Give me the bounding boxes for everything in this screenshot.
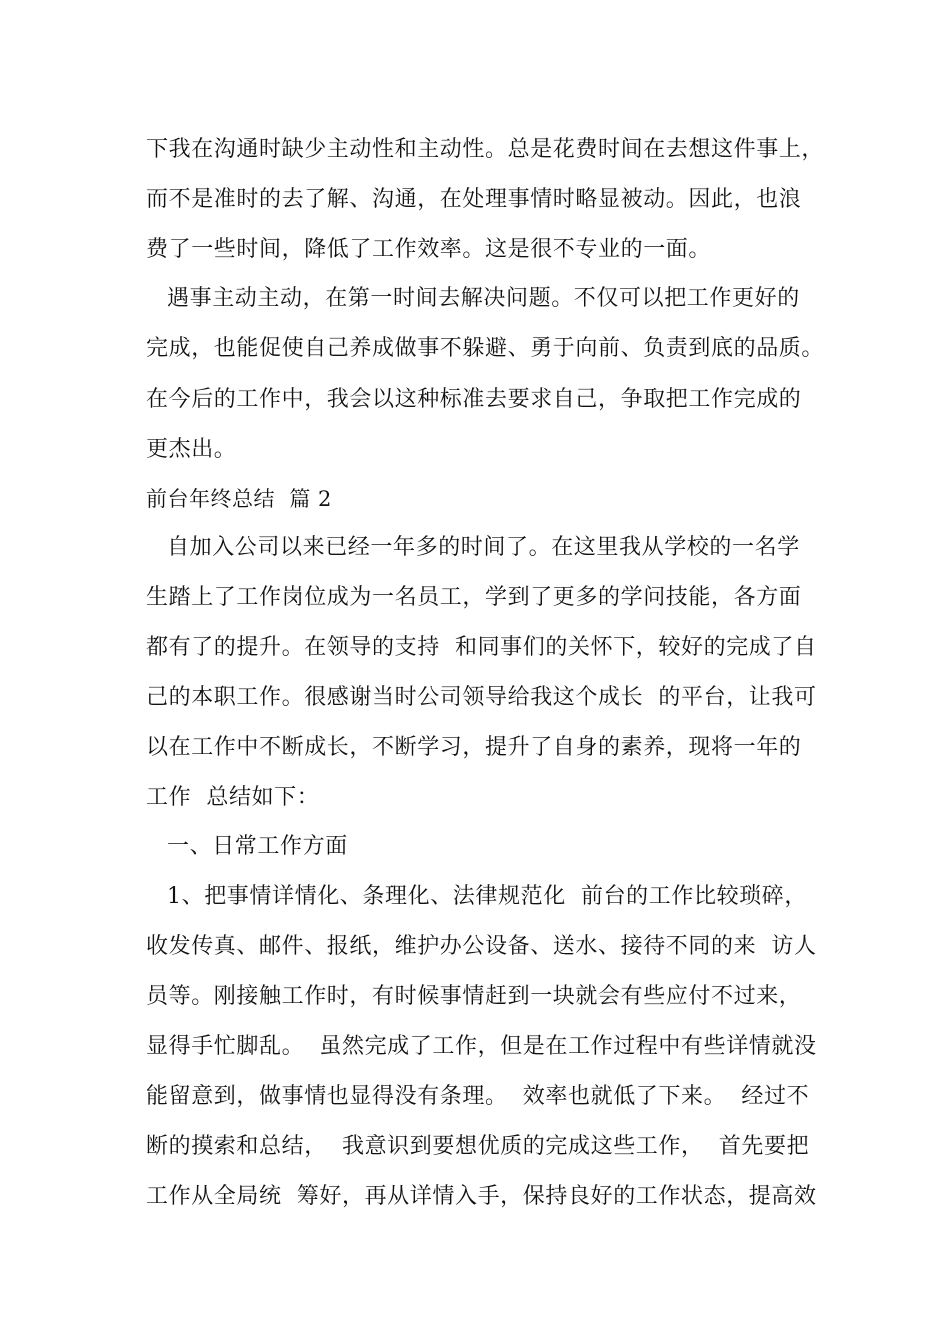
paragraph-line: 自加入公司以来已经一年多的时间了。在这里我从学校的一名学 (167, 535, 800, 560)
paragraph-line: 在今后的工作中，我会以这种标准去要求自己，争取把工作完成的 (146, 387, 802, 412)
paragraph-line: 能留意到，做事情也显得没有条理。 效率也就低了下来。 经过不 (146, 1084, 810, 1109)
paragraph-line: 己的本职工作。很感谢当时公司领导给我这个成长 的平台，让我可 (146, 685, 817, 710)
paragraph-line: 下我在沟通时缺少主动性和主动性。总是花费时间在去想这件事上， (146, 137, 825, 162)
paragraph-line: 而不是准时的去了解、沟通，在处理事情时略显被动。因此，也浪 (146, 187, 802, 212)
paragraph-line: 1、把事情详情化、条理化、法律规范化 前台的工作比较琐碎， (167, 884, 807, 909)
paragraph-line: 断的摸索和总结， 我意识到要想优质的完成这些工作， 首先要把 (146, 1134, 810, 1159)
section-title: 前台年终总结 篇 2 (146, 487, 332, 511)
paragraph-line: 以在工作中不断成长，不断学习，提升了自身的素养，现将一年的 (146, 735, 802, 760)
paragraph-line: 都有了的提升。在领导的支持 和同事们的关怀下，较好的完成了自 (146, 635, 817, 660)
paragraph-line: 工作从全局统 筹好，再从详情入手，保持良好的工作状态，提高效 (146, 1184, 817, 1209)
paragraph-line: 完成，也能促使自己养成做事不躲避、勇于向前、负责到底的品质。 (146, 336, 825, 361)
paragraph-line: 员等。刚接触工作时，有时候事情赶到一块就会有些应付不过来， (146, 984, 802, 1009)
subsection-heading: 一、日常工作方面 (167, 834, 348, 859)
paragraph-line: 遇事主动主动，在第一时间去解决问题。不仅可以把工作更好的 (167, 286, 800, 311)
paragraph-line: 工作 总结如下： (146, 785, 320, 810)
paragraph-line: 更杰出。 (146, 437, 237, 462)
paragraph-line: 显得手忙脚乱。 虽然完成了工作，但是在工作过程中有些详情就没 (146, 1034, 817, 1059)
paragraph-line: 生踏上了工作岗位成为一名员工，学到了更多的学问技能，各方面 (146, 585, 802, 610)
paragraph-line: 收发传真、邮件、报纸，维护办公设备、送水、接待不同的来 访人 (146, 934, 817, 959)
paragraph-line: 费了一些时间，降低了工作效率。这是很不专业的一面。 (146, 237, 712, 262)
